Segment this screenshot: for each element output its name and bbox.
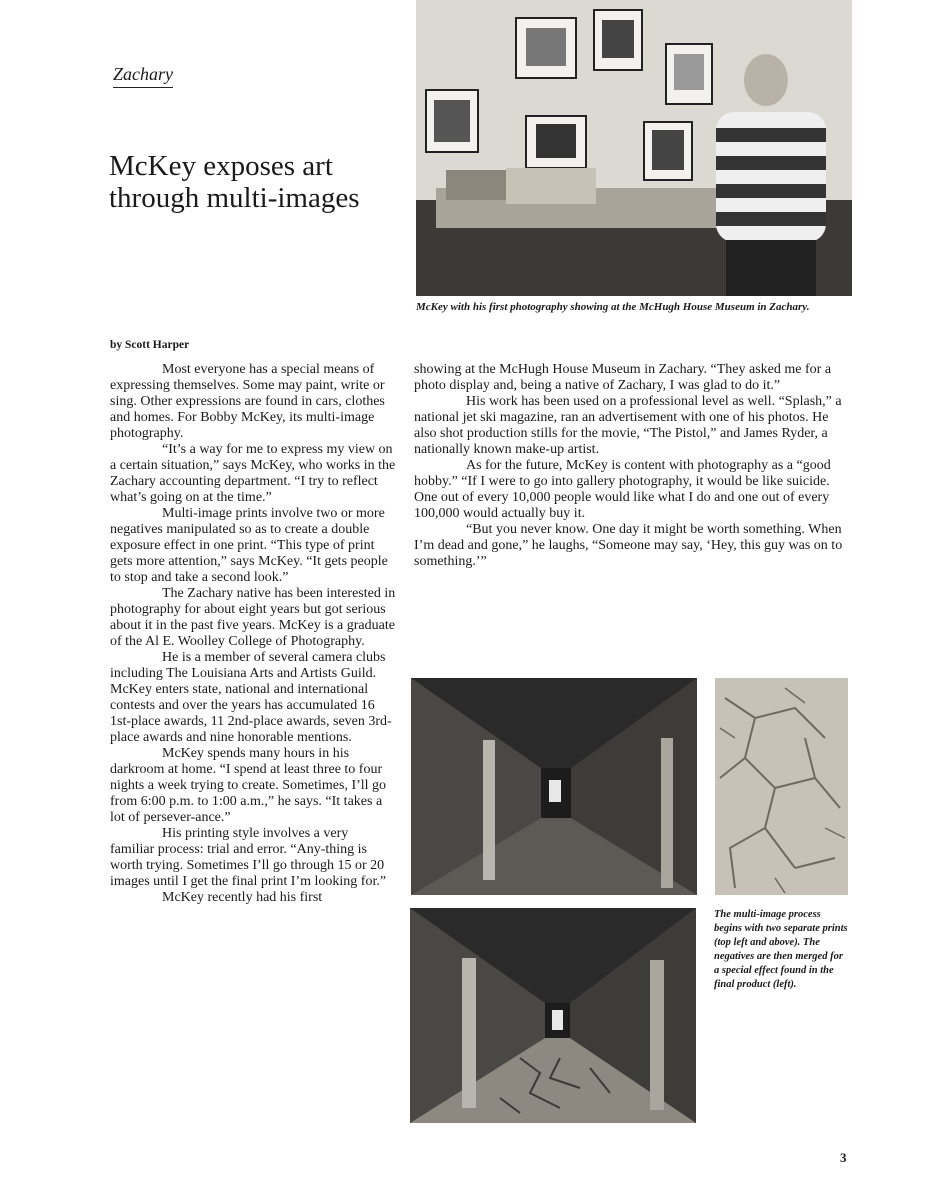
paragraph: As for the future, McKey is content with photography as a “good hobby.” “If I were to go into gallery photography, it would be like suicide. One out of every 10,000 people would like what I do and one out of every 100,000 would actually buy it. xyxy=(414,458,831,521)
paragraph: showing at the McHugh House Museum in Zachary. “They asked me for a photo display and, being a native of Zachary, I was glad to do it.” xyxy=(414,362,832,393)
paragraph: Multi-image prints involve two or more negatives manipulated so as to create a double exposure effect in one print. “This type of print gets more attention,” says McKey. “It gets people to stop and take a second look.” xyxy=(110,506,388,585)
paragraph: His work has been used on a professional level as well. “Splash,” a national jet ski magazine, ran an advertisement with one of his photos. He also shot production stills for the movie, “The Pistol,” and James Ryder, a nationally known make-up artist. xyxy=(414,394,842,457)
byline: by Scott Harper xyxy=(110,339,190,351)
paragraph: “It’s a way for me to express my view on a certain situation,” says McKey, who works in the Zachary accounting department. “I try to reflect what’s going on at the time.” xyxy=(110,442,396,505)
paragraph: “But you never know. One day it might be worth something. When I’m dead and gone,” he laughs, “Someone may say, ‘Hey, this guy was on to something.’” xyxy=(414,522,843,569)
paragraph: The Zachary native has been interested in photography for about eight years but got serious about it in the past five years. McKey is a graduate of the Al E. Woolley College of Photography. xyxy=(110,586,396,649)
photo-mckey-exhibit xyxy=(416,0,852,296)
photo-hallway-print xyxy=(411,678,697,895)
section-label: Zachary xyxy=(113,64,173,88)
multi-image-caption: The multi-image process begins with two separate prints (top left and above). The negatives are then merged for a special effect found in the final product (left). xyxy=(714,909,848,990)
paragraph: McKey recently had his first xyxy=(162,890,323,905)
photo-final-multi-image xyxy=(410,908,696,1123)
article-column-2 xyxy=(414,362,846,570)
headline: McKey exposes art through multi-images xyxy=(109,150,360,214)
page-number: 3 xyxy=(840,1150,847,1165)
paragraph: Most everyone has a special means of expressing themselves. Some may paint, write or sing. Other expressions are found in cars, clothes and homes. For Bobby McKey, its multi-image photography. xyxy=(110,362,385,441)
photo-caption: McKey with his first photography showing at the McHugh House Museum in Zachary. xyxy=(416,301,810,313)
paragraph: He is a member of several camera clubs including The Louisiana Arts and Artists Guild. McKey enters state, national and international contests and over the years has accumulated 16 1st-place awards, 11 2nd-place awards, seven 3rd-place awards and nine honorable mentions. xyxy=(110,650,392,745)
paragraph: His printing style involves a very familiar process: trial and error. “Any-thing is worth trying. Sometimes I’ll go through 15 or 20 images until I get the final print I’m looking for.” xyxy=(110,826,387,889)
photo-cracked-earth-print xyxy=(715,678,848,895)
paragraph: McKey spends many hours in his darkroom at home. “I spend at least three to four nights a week trying to create. Sometimes, I’ll go from 6:00 p.m. to 1:00 a.m.,” he says. “It takes a lot of persever-ance.” xyxy=(110,746,387,825)
article-column-1 xyxy=(110,362,396,906)
